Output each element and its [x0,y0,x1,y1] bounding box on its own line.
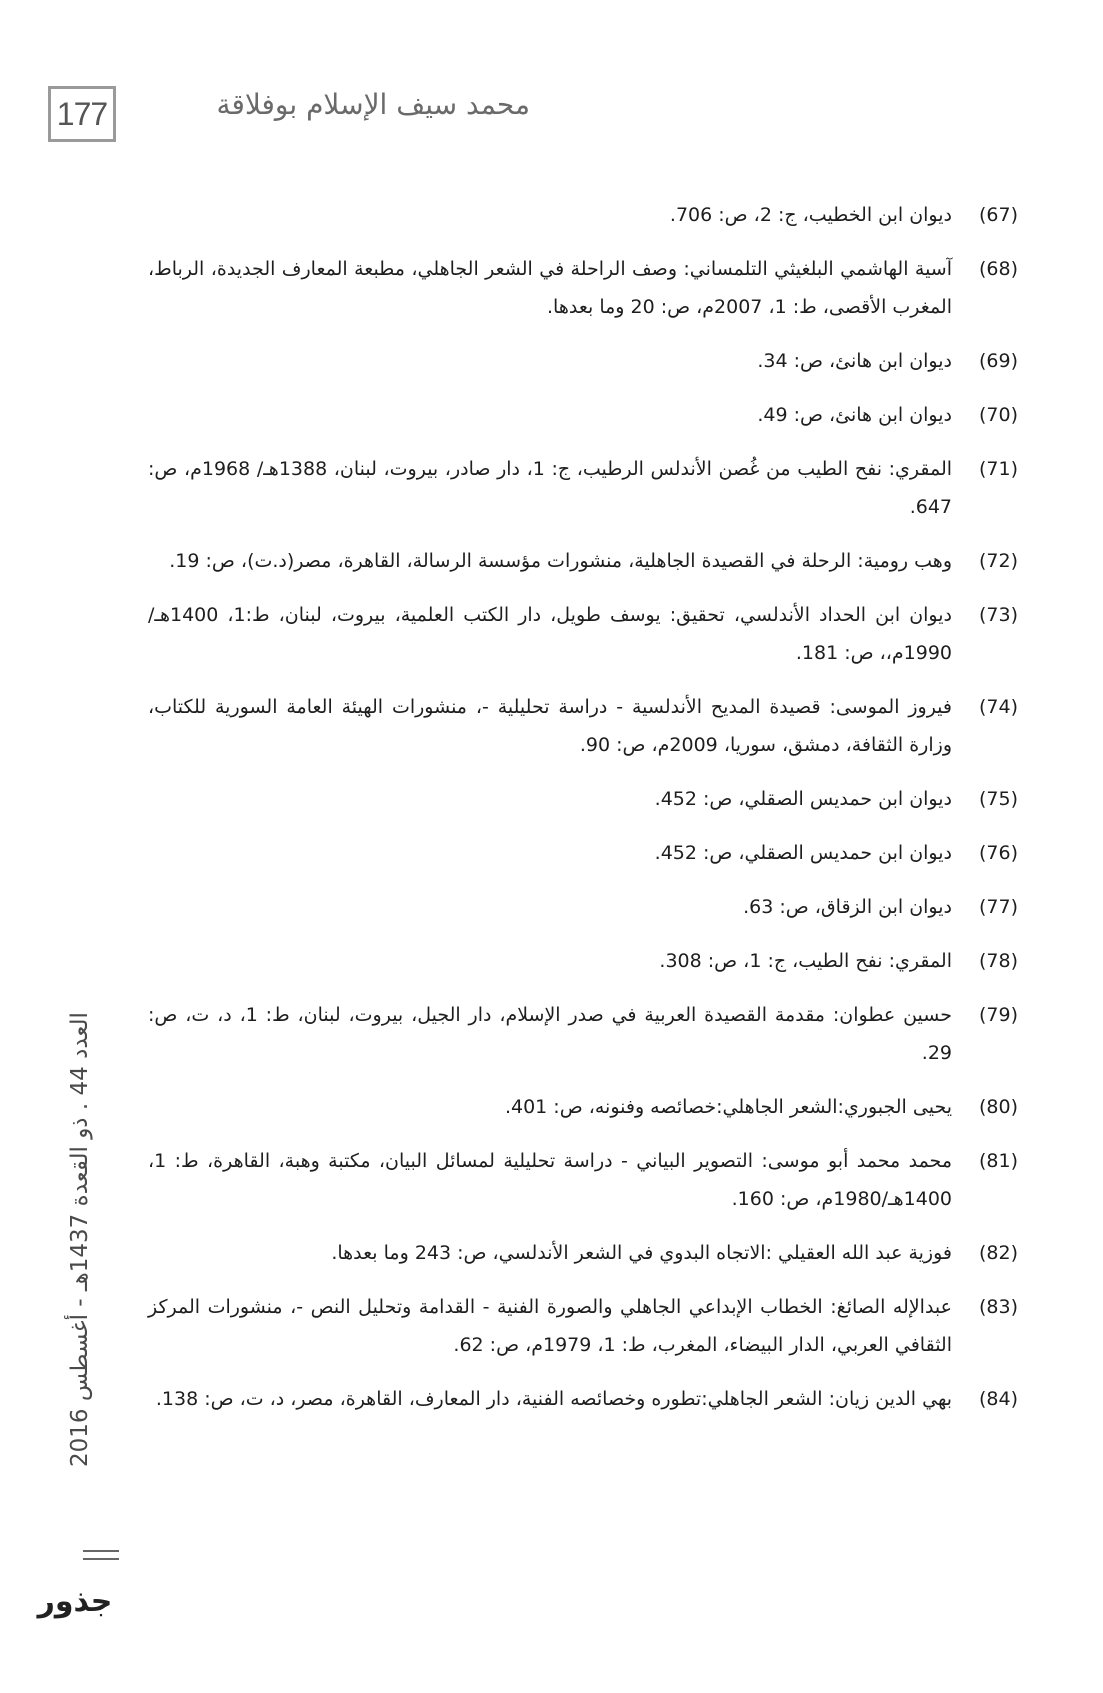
endnote-number: (83) [978,1296,1018,1318]
endnote-text: ديوان ابن حمديس الصقلي، ص: 452. [654,842,952,864]
endnote-text: ديوان ابن حمديس الصقلي، ص: 452. [654,788,952,810]
endnote-number: (74) [978,696,1018,718]
endnote-number: (82) [978,1242,1018,1264]
endnote-text: ديوان ابن الزقاق، ص: 63. [743,896,952,918]
endnote [148,1142,1018,1218]
endnote [148,834,1018,872]
endnote [148,1088,1018,1126]
page-number: 177 [48,86,116,142]
endnote-text: المقري: نفح الطيب من غُصن الأندلس الرطيب، ج: 1، دار صادر، بيروت، لبنان، 1388هـ/ 1968م، ص: 647. [148,458,953,518]
endnotes-list [148,196,1018,1434]
endnote-number: (67) [978,204,1018,226]
endnote-text: عبدالإله الصائغ: الخطاب الإبداعي الجاهلي والصورة الفنية - القدامة وتحليل النص -، منشورات المركز الثقافي العربي، الدار البيضاء، المغرب، ط: 1، 1979م، ص: 62. [148,1296,952,1356]
endnote [148,396,1018,434]
endnote-number: (69) [978,350,1018,372]
endnote [148,342,1018,380]
journal-logo [34,1575,116,1627]
endnote-number: (81) [978,1150,1018,1172]
endnote-text: فيروز الموسى: قصيدة المديح الأندلسية - دراسة تحليلية -، منشورات الهيئة العامة السورية للكتاب، وزارة الثقافة، دمشق، سوريا، 2009م، ص: 90. [148,696,952,756]
endnote [148,450,1018,526]
endnote-number: (76) [978,842,1018,864]
endnote-text: ديوان ابن الحداد الأندلسي، تحقيق: يوسف طويل، دار الكتب العلمية، بيروت، لبنان، ط:1، 1400هـ/ 1990م،، ص: 181. [148,604,952,664]
side-divider [83,1550,119,1560]
issue-info-text: العدد 44 . ذو القعدة 1437هـ - أغسطس 2016 [67,1012,93,1467]
endnote [148,542,1018,580]
endnote-number: (75) [978,788,1018,810]
endnote-text: المقري: نفح الطيب، ج: 1، ص: 308. [659,950,952,972]
endnote [148,780,1018,818]
endnote-number: (84) [978,1388,1018,1410]
endnote [148,196,1018,234]
endnote-number: (70) [978,404,1018,426]
endnote-number: (78) [978,950,1018,972]
issue-info-vertical [56,1012,104,1532]
endnote-number: (73) [978,604,1018,626]
endnote [148,996,1018,1072]
endnote-text: آسية الهاشمي البلغيثي التلمساني: وصف الراحلة في الشعر الجاهلي، مطبعة المعارف الجديدة، الرباط، المغرب الأقصى، ط: 1، 2007م، ص: 20 وما بعدها. [148,258,952,318]
endnote-text: بهي الدين زيان: الشعر الجاهلي:تطوره وخصائصه الفنية، دار المعارف، القاهرة، مصر، د، ت، ص: 138. [155,1388,952,1410]
endnote [148,888,1018,926]
endnote [148,250,1018,326]
endnote [148,942,1018,980]
endnote-text: ديوان ابن هانئ، ص: 34. [757,350,952,372]
endnote [148,1288,1018,1364]
endnote-number: (71) [978,458,1018,480]
endnote-number: (77) [978,896,1018,918]
endnote [148,596,1018,672]
endnote-text: محمد محمد أبو موسى: التصوير البياني - دراسة تحليلية لمسائل البيان، مكتبة وهبة، القاهرة، ط: 1، 1400هـ/1980م، ص: 160. [148,1150,952,1210]
endnote [148,1234,1018,1272]
endnote-text: حسين عطوان: مقدمة القصيدة العربية في صدر الإسلام، دار الجيل، بيروت، لبنان، ط: 1، د، ت، ص: 29. [148,1004,952,1064]
endnote-number: (68) [978,258,1018,280]
endnote-text: يحيى الجبوري:الشعر الجاهلي:خصائصه وفنونه، ص: 401. [504,1096,952,1118]
endnote-text: وهب رومية: الرحلة في القصيدة الجاهلية، منشورات مؤسسة الرسالة، القاهرة، مصر(د.ت)، ص: 19. [169,550,952,572]
endnote-number: (79) [978,1004,1018,1026]
journal-logo-text: جذور [37,1583,113,1619]
endnote [148,1380,1018,1418]
endnote-number: (80) [978,1096,1018,1118]
endnote-text: ديوان ابن هانئ، ص: 49. [757,404,952,426]
endnote-text: ديوان ابن الخطيب، ج: 2، ص: 706. [669,204,952,226]
endnote-text: فوزية عبد الله العقيلي :الاتجاه البدوي في الشعر الأندلسي، ص: 243 وما بعدها. [331,1242,952,1264]
running-header-author: محمد سيف الإسلام بوفلاقة [216,88,530,121]
endnote [148,688,1018,764]
endnote-number: (72) [978,550,1018,572]
